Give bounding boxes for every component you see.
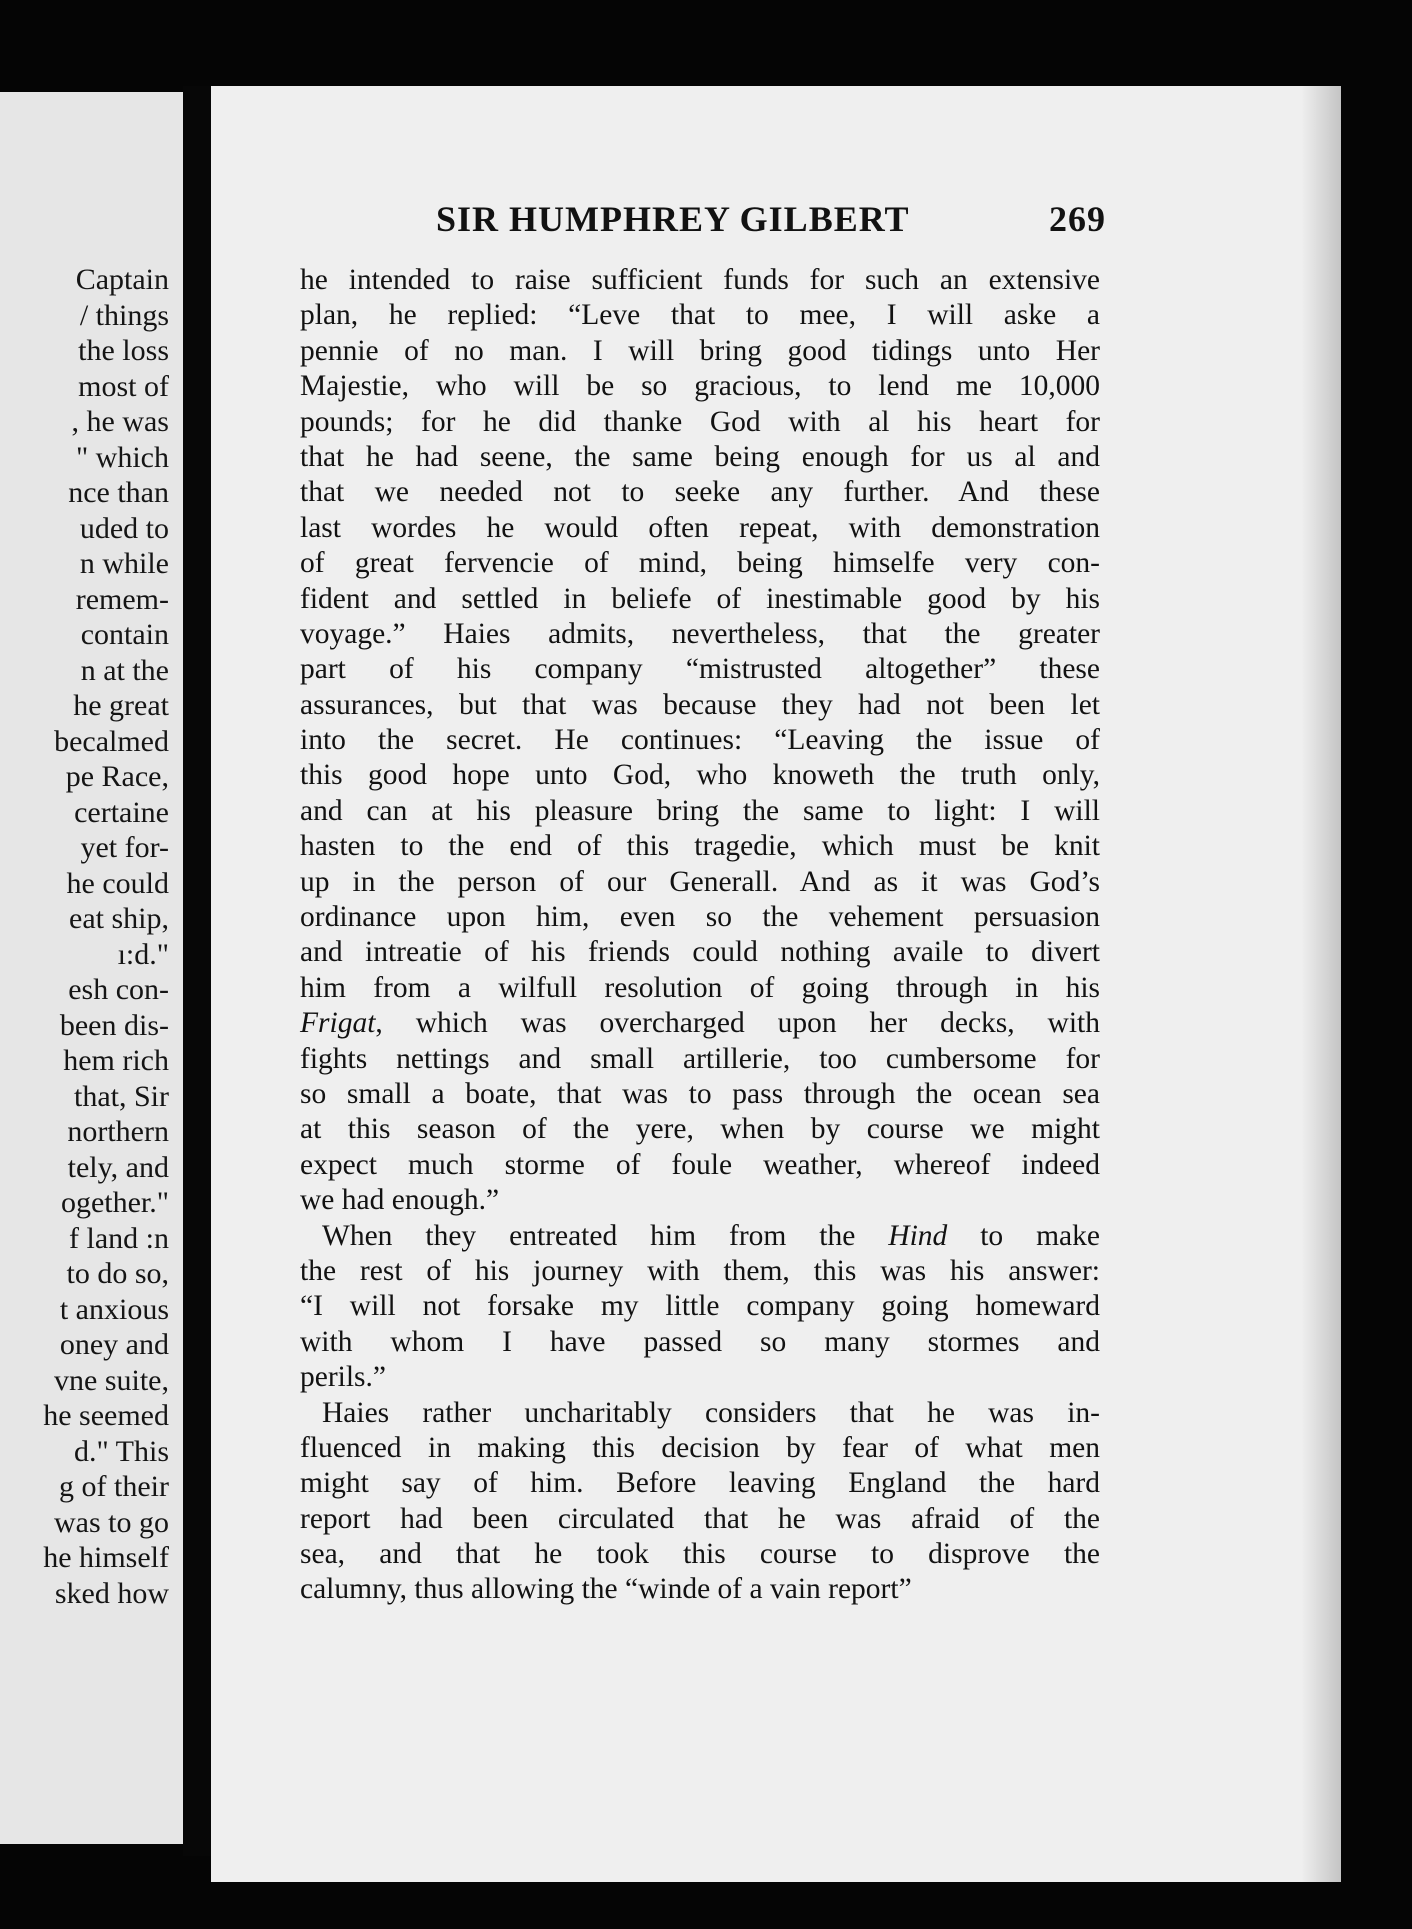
left-page-line: nce than bbox=[68, 476, 169, 509]
body-line: of great fervencie of mind, being himselfe very con- bbox=[300, 547, 1100, 580]
left-page-line: vne suite, bbox=[54, 1363, 169, 1397]
left-page-text bbox=[43, 262, 169, 1611]
body-line: perils.” bbox=[300, 1361, 387, 1394]
left-page-line: yet for- bbox=[80, 831, 169, 864]
body-line: last wordes he would often repeat, with demonstration bbox=[300, 511, 1100, 544]
body-line: at this season of the yere, when by course we might bbox=[300, 1113, 1100, 1146]
left-page-line: t anxious bbox=[59, 1292, 169, 1326]
left-page-line: oney and bbox=[59, 1328, 169, 1361]
body-line: pennie of no man. I will bring good tidings unto Her bbox=[300, 334, 1100, 367]
left-page-line: he could bbox=[66, 866, 169, 900]
left-page-line: n at the bbox=[80, 653, 169, 687]
left-facing-page bbox=[0, 92, 183, 1844]
left-page-line: that, Sir bbox=[74, 1079, 169, 1113]
left-page-line: , he was bbox=[71, 405, 169, 438]
body-line: and intreatie of his friends could nothing availe to divert bbox=[300, 936, 1100, 969]
body-line: that he had seene, the same being enough for us al and bbox=[300, 440, 1100, 473]
body-line: voyage.” Haies admits, nevertheless, that the greater bbox=[300, 617, 1100, 650]
body-line: Frigat, which was overcharged upon her decks, with bbox=[300, 1007, 1100, 1040]
left-page-line: tely, and bbox=[67, 1150, 169, 1184]
body-line: fident and settled in beliefe of inestimable good by his bbox=[300, 582, 1100, 615]
left-page-line: d." This bbox=[73, 1434, 169, 1468]
body-line: the rest of his journey with them, this was his answer: bbox=[300, 1254, 1100, 1287]
left-page-line: remem- bbox=[75, 582, 169, 616]
body-line: calumny, thus allowing the “winde of a vain report” bbox=[300, 1573, 912, 1606]
body-line: part of his company “mistrusted altogether” these bbox=[300, 653, 1100, 686]
left-page-line: certaine bbox=[74, 795, 169, 829]
body-line: up in the person of our Generall. And as it was God’s bbox=[300, 865, 1100, 898]
left-page-line: f land :n bbox=[69, 1221, 169, 1255]
body-line: sea, and that he took this course to disprove the bbox=[300, 1538, 1100, 1571]
left-page-line: ı:d." bbox=[117, 937, 169, 971]
left-page-line: pe Race, bbox=[65, 760, 169, 793]
left-page-line: g of their bbox=[59, 1470, 169, 1503]
left-page-line: he seemed bbox=[43, 1399, 169, 1432]
body-line: plan, he replied: “Leve that to mee, I will aske a bbox=[300, 299, 1100, 332]
body-line: assurances, but that was because they had not been let bbox=[300, 688, 1100, 721]
body-line: ordinance upon him, even so the vehement persuasion bbox=[300, 901, 1100, 934]
book-gutter bbox=[183, 86, 211, 1856]
body-line: and can at his pleasure bring the same to light: I will bbox=[300, 794, 1100, 827]
left-page-line: ogether." bbox=[60, 1186, 169, 1219]
left-page-line: eat ship, bbox=[69, 902, 169, 935]
left-page-line: " which bbox=[75, 440, 169, 474]
left-page-line: was to go bbox=[54, 1505, 169, 1539]
body-line: fluenced in making this decision by fear of what men bbox=[300, 1431, 1100, 1464]
body-line: with whom I have passed so many stormes and bbox=[300, 1325, 1100, 1358]
body-line: “I will not forsake my little company going homeward bbox=[300, 1290, 1100, 1323]
body-line: When they entreated him from the Hind to make bbox=[322, 1219, 1100, 1252]
left-page-line: the loss bbox=[78, 334, 169, 367]
right-page bbox=[211, 86, 1341, 1882]
left-page-line: contain bbox=[80, 618, 169, 651]
body-line: might say of him. Before leaving England the hard bbox=[300, 1467, 1100, 1500]
left-page-line: most of bbox=[78, 369, 169, 403]
body-line: this good hope unto God, who knoweth the truth only, bbox=[300, 759, 1100, 792]
left-page-line: becalmed bbox=[54, 724, 169, 758]
running-head-title: SIR HUMPHREY GILBERT bbox=[436, 199, 910, 239]
left-page-line: he great bbox=[73, 689, 169, 722]
body-line: into the secret. He continues: “Leaving the issue of bbox=[300, 724, 1100, 757]
body-line: so small a boate, that was to pass through the ocean sea bbox=[300, 1077, 1100, 1110]
left-page-line: esh con- bbox=[68, 973, 169, 1006]
body-line: expect much storme of foule weather, whereof indeed bbox=[300, 1148, 1100, 1181]
body-text bbox=[300, 263, 1100, 1608]
left-page-line: uded to bbox=[79, 511, 169, 545]
body-line: he intended to raise sufficient funds for such an extensive bbox=[300, 264, 1100, 296]
body-line: Majestie, who will be so gracious, to lend me 10,000 bbox=[300, 370, 1100, 403]
left-page-line: hem rich bbox=[63, 1044, 169, 1077]
body-line: we had enough.” bbox=[300, 1184, 500, 1217]
left-page-line: sked how bbox=[54, 1576, 169, 1610]
body-line: that we needed not to seeke any further. And these bbox=[300, 476, 1100, 509]
left-page-line: been dis- bbox=[59, 1008, 169, 1042]
left-page-line: / things bbox=[79, 298, 169, 332]
body-line: pounds; for he did thanke God with al his heart for bbox=[300, 405, 1100, 438]
body-line: him from a wilfull resolution of going through in his bbox=[300, 971, 1100, 1004]
left-page-line: n while bbox=[79, 547, 169, 580]
body-line: hasten to the end of this tragedie, which must be knit bbox=[300, 830, 1100, 863]
left-page-line: northern bbox=[67, 1115, 169, 1148]
page-number: 269 bbox=[1049, 199, 1106, 239]
left-page-line: he himself bbox=[43, 1541, 169, 1574]
body-line: report had been circulated that he was afraid of the bbox=[300, 1502, 1100, 1535]
body-line: fights nettings and small artillerie, too cumbersome for bbox=[300, 1042, 1100, 1075]
left-page-line: Captain bbox=[75, 263, 169, 296]
body-line: Haies rather uncharitably considers that he was in- bbox=[322, 1396, 1100, 1429]
left-page-line: to do so, bbox=[66, 1257, 169, 1290]
